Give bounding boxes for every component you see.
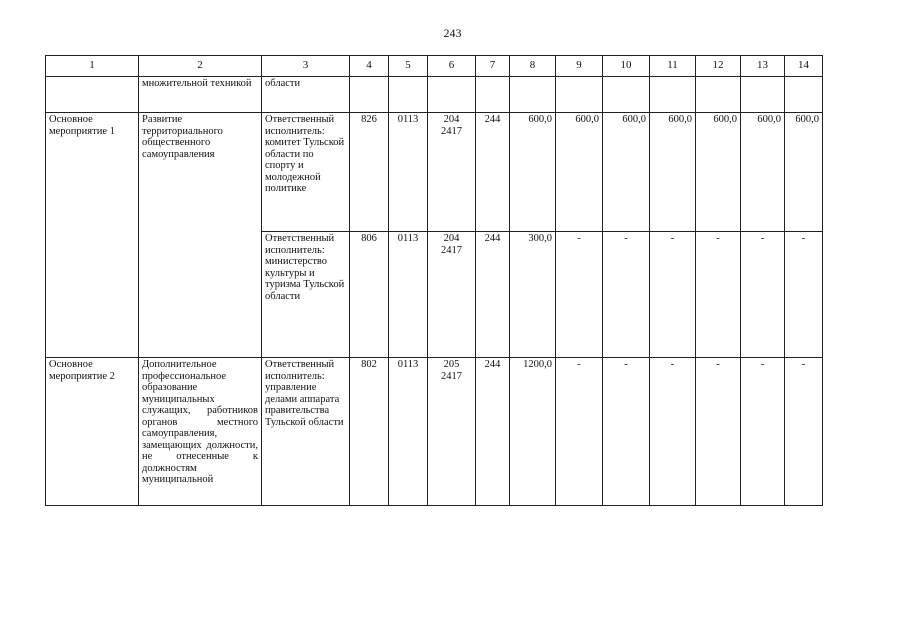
code-line: 2417 — [441, 370, 462, 382]
column-header: 6 — [428, 56, 476, 77]
table-cell: 244 — [476, 113, 510, 232]
table-row — [46, 77, 823, 113]
table-cell: области — [262, 77, 350, 113]
amount-cell: - — [603, 232, 650, 358]
table-cell — [785, 77, 823, 113]
amount-cell: 300,0 — [510, 232, 556, 358]
table-cell: множительной техникой — [139, 77, 262, 113]
column-header: 11 — [650, 56, 696, 77]
table-cell — [603, 77, 650, 113]
table-row — [46, 113, 823, 232]
amount-cell: - — [741, 358, 785, 506]
code-cell — [428, 113, 476, 232]
budget-table — [45, 55, 823, 506]
table-cell — [741, 77, 785, 113]
amount-cell: 600,0 — [696, 113, 741, 232]
amount-cell: 600,0 — [785, 113, 823, 232]
table-cell: 0113 — [389, 232, 428, 358]
table-cell — [510, 77, 556, 113]
column-header: 3 — [262, 56, 350, 77]
table-cell: 806 — [350, 232, 389, 358]
column-header: 8 — [510, 56, 556, 77]
amount-cell: 600,0 — [510, 113, 556, 232]
table-cell: 826 — [350, 113, 389, 232]
code-line: 2417 — [441, 125, 462, 137]
amount-cell: - — [696, 232, 741, 358]
activity-description-cell: Развитие территориального общественного самоуправления — [139, 113, 262, 358]
amount-cell: - — [785, 232, 823, 358]
amount-cell: 600,0 — [556, 113, 603, 232]
activity-name-cell: Основное мероприятие 2 — [46, 358, 139, 506]
table-cell — [428, 77, 476, 113]
column-header: 12 — [696, 56, 741, 77]
table-cell — [350, 77, 389, 113]
table-cell — [556, 77, 603, 113]
column-header: 13 — [741, 56, 785, 77]
table-row — [46, 358, 823, 506]
table-cell: 0113 — [389, 113, 428, 232]
activity-name-cell: Основное мероприятие 1 — [46, 113, 139, 358]
column-header: 9 — [556, 56, 603, 77]
table-cell: 802 — [350, 358, 389, 506]
amount-cell: - — [650, 358, 696, 506]
table-cell — [650, 77, 696, 113]
table-cell — [476, 77, 510, 113]
amount-cell: - — [650, 232, 696, 358]
executor-cell: Ответственный исполнитель: комитет Тульской области по спорту и молодежной политике — [262, 113, 350, 232]
table-cell: 244 — [476, 358, 510, 506]
code-line: 2417 — [441, 244, 462, 256]
amount-cell: - — [556, 358, 603, 506]
table-cell — [389, 77, 428, 113]
column-header: 2 — [139, 56, 262, 77]
header-row — [46, 56, 823, 77]
amount-cell: - — [785, 358, 823, 506]
amount-cell: - — [741, 232, 785, 358]
page-number: 243 — [443, 26, 462, 40]
column-header: 1 — [46, 56, 139, 77]
table-cell — [46, 77, 139, 113]
amount-cell: 1200,0 — [510, 358, 556, 506]
amount-cell: 600,0 — [741, 113, 785, 232]
code-line: 204 — [443, 114, 460, 125]
amount-cell: - — [696, 358, 741, 506]
amount-cell: 600,0 — [603, 113, 650, 232]
activity-description-cell: Дополнительное профессиональное образование муниципальных служащих, работников органов местного самоуправления, замещающих должности, не отнесенные к должностям муниципальной — [139, 358, 262, 506]
column-header: 10 — [603, 56, 650, 77]
amount-cell: 600,0 — [650, 113, 696, 232]
code-line: 205 — [443, 359, 460, 370]
column-header: 7 — [476, 56, 510, 77]
amount-cell: - — [603, 358, 650, 506]
column-header: 4 — [350, 56, 389, 77]
code-cell — [428, 358, 476, 506]
table-cell: 244 — [476, 232, 510, 358]
executor-cell: Ответственный исполнитель: управление делами аппарата правительства Тульской области — [262, 358, 350, 506]
code-line: 204 — [443, 233, 460, 244]
column-header: 5 — [389, 56, 428, 77]
table-cell: 0113 — [389, 358, 428, 506]
column-header: 14 — [785, 56, 823, 77]
table-cell — [696, 77, 741, 113]
code-cell — [428, 232, 476, 358]
executor-cell: Ответственный исполнитель: министерство культуры и туризма Тульской области — [262, 232, 350, 358]
amount-cell: - — [556, 232, 603, 358]
